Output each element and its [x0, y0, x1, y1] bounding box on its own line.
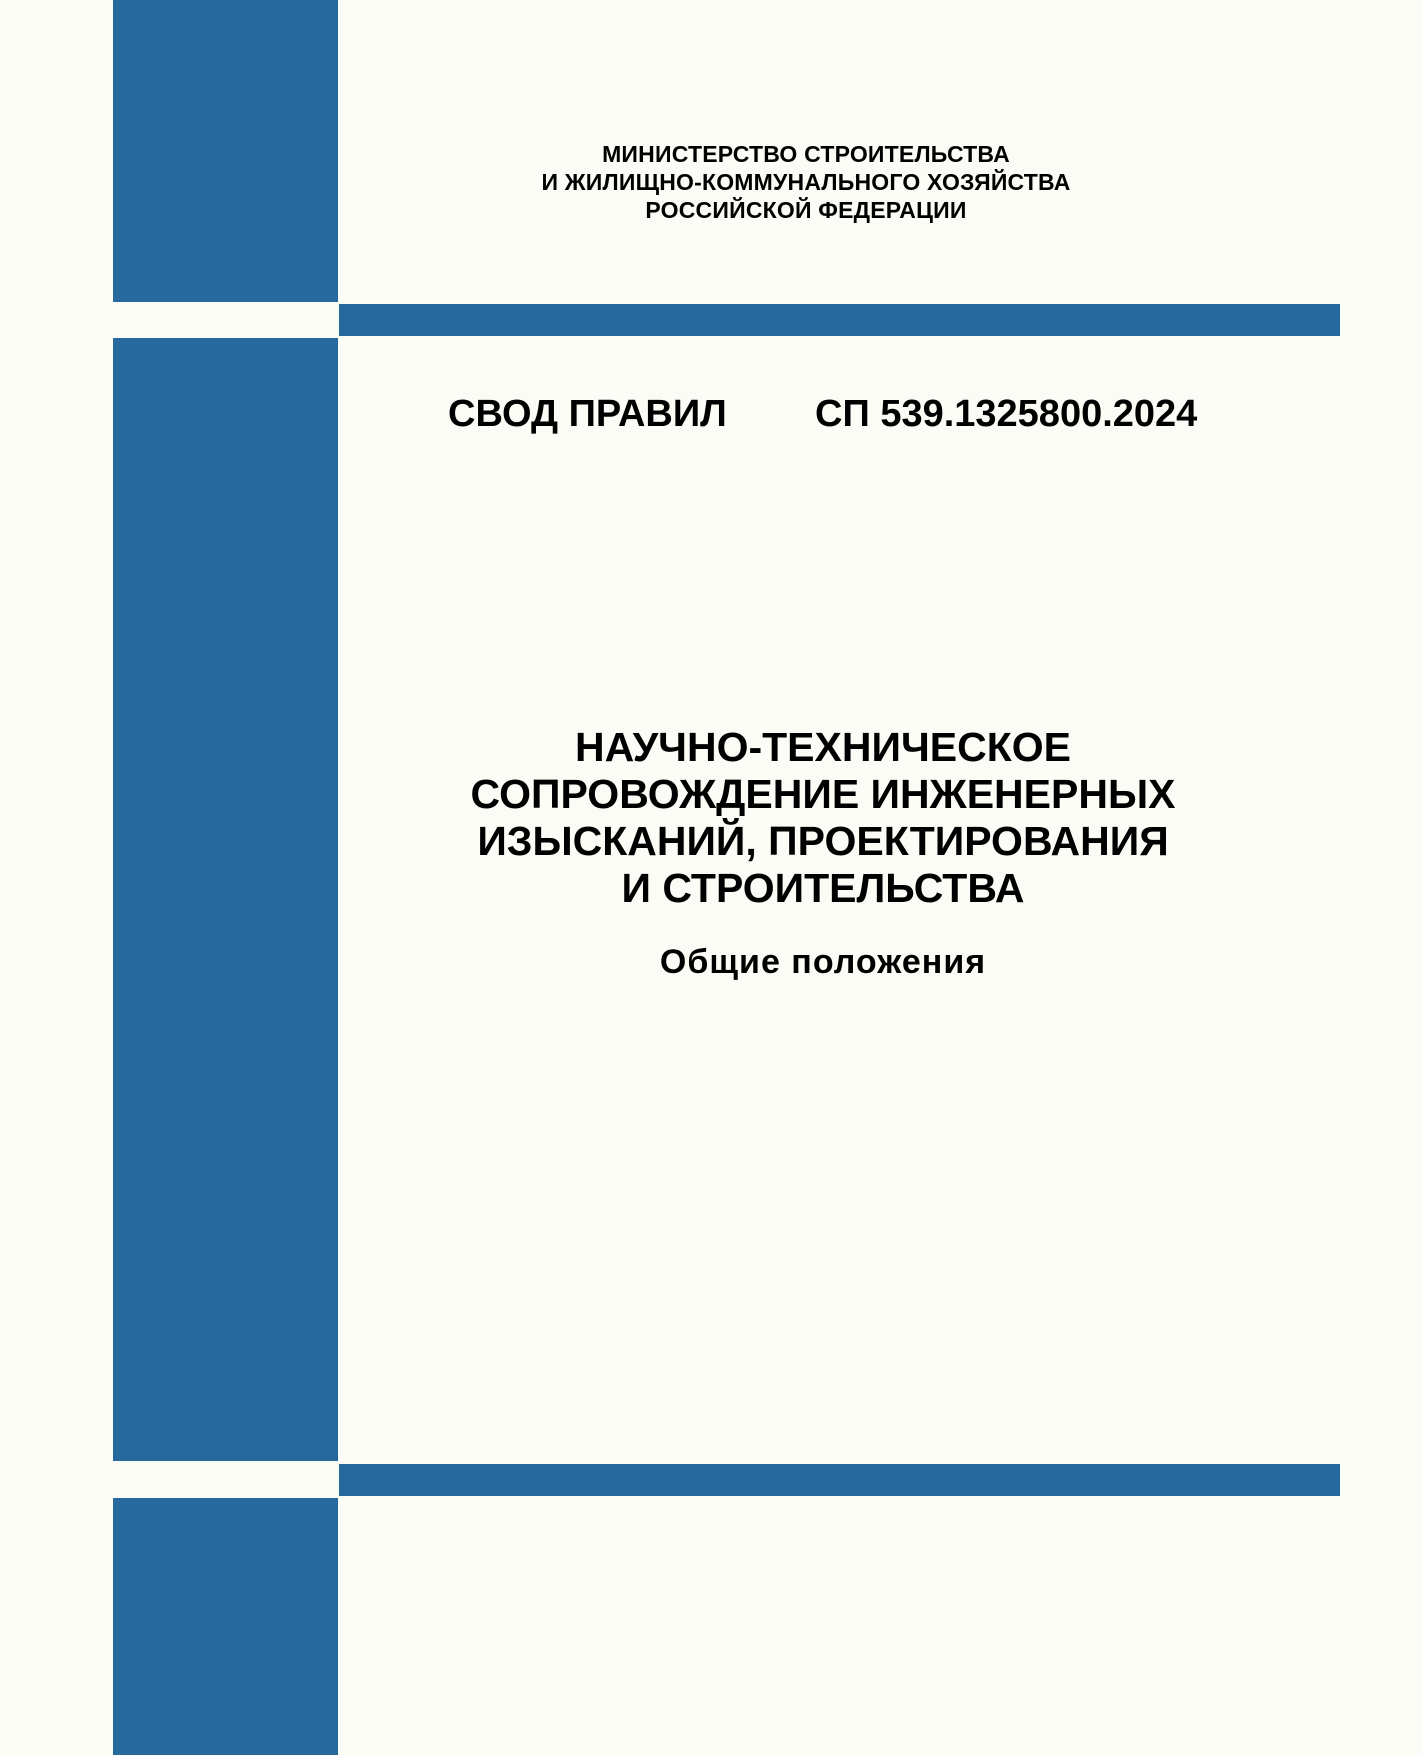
document-subtitle: Общие положения [659, 943, 987, 981]
title-line-3: ИЗЫСКАНИЙ, ПРОЕКТИРОВАНИЯ [477, 818, 1169, 864]
document-kind-label: СВОД ПРАВИЛ [448, 393, 727, 435]
title-line-2: СОПРОВОЖДЕНИЕ ИНЖЕНЕРНЫХ [470, 771, 1176, 817]
ministry-line-3: РОССИЙСКОЙ ФЕДЕРАЦИИ [645, 197, 967, 223]
ministry-line-2: И ЖИЛИЩНО-КОММУНАЛЬНОГО ХОЗЯЙСТВА [541, 169, 1071, 195]
left-bar-gap-bottom [113, 1461, 338, 1498]
ministry-header [340, 140, 1272, 224]
document-title [340, 724, 1306, 912]
left-bar-gap-top [113, 302, 338, 338]
top-accent-bar [339, 304, 1340, 336]
bottom-accent-bar [339, 1464, 1340, 1496]
ministry-line-1: МИНИСТЕРСТВО СТРОИТЕЛЬСТВА [602, 141, 1010, 167]
document-code: СП 539.1325800.2024 [815, 393, 1198, 435]
document-kind-row [0, 392, 1422, 442]
title-line-1: НАУЧНО-ТЕХНИЧЕСКОЕ [575, 724, 1071, 770]
title-line-4: И СТРОИТЕЛЬСТВА [621, 865, 1025, 911]
